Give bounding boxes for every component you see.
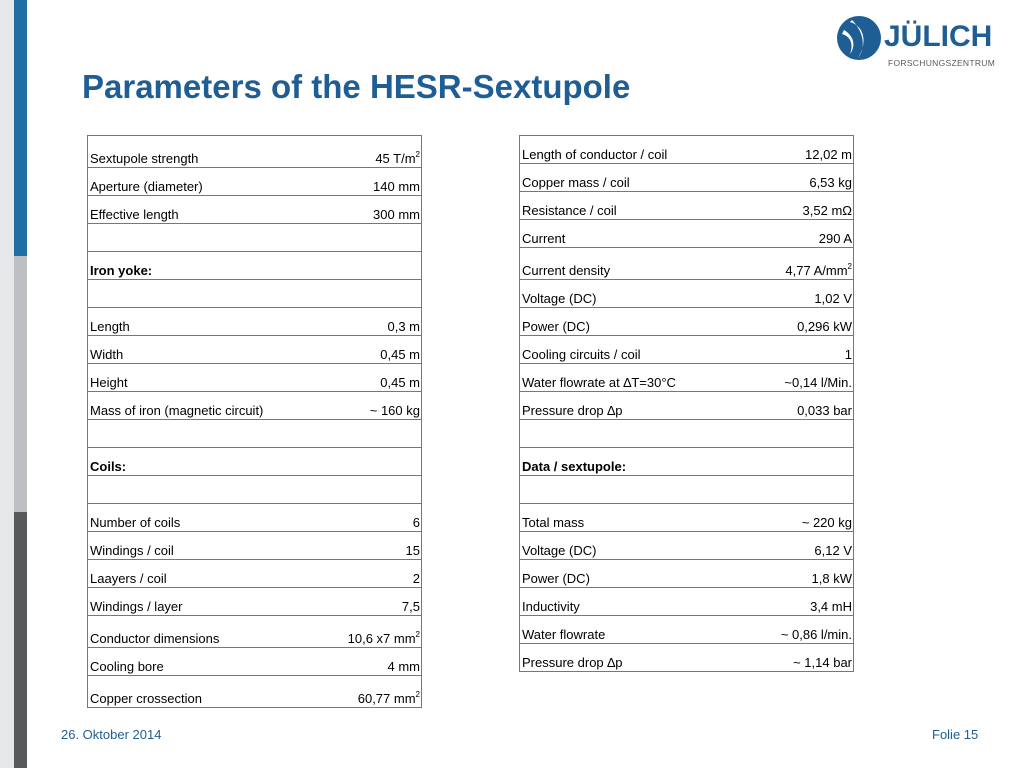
- value-text: 4 mm: [387, 659, 420, 674]
- right-parameter-table: [519, 135, 854, 672]
- parameter-name: Copper mass / coil: [520, 164, 749, 192]
- juelich-logo: [836, 12, 1006, 72]
- parameter-value: [748, 280, 854, 308]
- table-row: [88, 616, 422, 648]
- value-text: 290 A: [818, 231, 852, 246]
- parameter-value: [316, 504, 422, 532]
- parameter-value: [748, 448, 854, 476]
- table-row: [88, 420, 422, 448]
- table-row: [520, 644, 854, 672]
- section-label: Coils:: [88, 448, 317, 476]
- parameter-value: [316, 420, 422, 448]
- table-row: [520, 164, 854, 192]
- unit-exponent: 2: [415, 630, 420, 639]
- table-row: [520, 220, 854, 248]
- parameter-value: [748, 532, 854, 560]
- table-row: [88, 504, 422, 532]
- parameter-value: [748, 504, 854, 532]
- table-row: [88, 392, 422, 420]
- table-row: [88, 308, 422, 336]
- parameter-value: [748, 248, 854, 280]
- parameter-value: [316, 588, 422, 616]
- value-text: 60,77 mm: [357, 691, 416, 706]
- table-row: [88, 364, 422, 392]
- parameter-value: [316, 476, 422, 504]
- juelich-logo-icon: [836, 12, 882, 68]
- parameter-value: [748, 588, 854, 616]
- table-row: [520, 136, 854, 164]
- section-label: Data / sextupole:: [520, 448, 749, 476]
- value-text: 6,12 V: [814, 543, 852, 558]
- parameter-name: Inductivity: [520, 588, 749, 616]
- parameter-name: Cooling circuits / coil: [520, 336, 749, 364]
- parameter-value: [316, 136, 422, 168]
- value-text: 300 mm: [373, 207, 420, 222]
- value-text: ~ 160 kg: [369, 403, 420, 418]
- parameter-name: Total mass: [520, 504, 749, 532]
- value-text: ~ 220 kg: [801, 515, 852, 530]
- parameter-name: [88, 420, 317, 448]
- sidebar-blue-block: [14, 0, 27, 256]
- parameter-name: Effective length: [88, 196, 317, 224]
- parameter-value: [748, 420, 854, 448]
- value-text: 10,6 x7 mm: [347, 631, 416, 646]
- parameter-name: Length of conductor / coil: [520, 136, 749, 164]
- parameter-name: Pressure drop ∆p: [520, 392, 749, 420]
- value-text: 6: [412, 515, 420, 530]
- parameter-name: [520, 476, 749, 504]
- value-text: 0,45 m: [380, 375, 420, 390]
- table-row: [88, 476, 422, 504]
- table-row: [520, 336, 854, 364]
- table-row: [88, 560, 422, 588]
- table-row: [520, 280, 854, 308]
- parameter-name: Voltage (DC): [520, 532, 749, 560]
- parameter-value: [316, 676, 422, 708]
- value-text: 3,4 mH: [810, 599, 852, 614]
- parameter-name: Pressure drop ∆p: [520, 644, 749, 672]
- table-row: [520, 588, 854, 616]
- table-row: [88, 224, 422, 252]
- table-row: [88, 648, 422, 676]
- table-row: [520, 364, 854, 392]
- table-row: [520, 308, 854, 336]
- parameter-value: [316, 168, 422, 196]
- parameter-value: [748, 616, 854, 644]
- table-row: [520, 532, 854, 560]
- value-text: ~ 0,86 l/min.: [780, 627, 852, 642]
- unit-exponent: 2: [415, 150, 420, 159]
- parameter-value: [748, 392, 854, 420]
- table-row: [520, 192, 854, 220]
- section-label: Iron yoke:: [88, 252, 317, 280]
- parameter-value: [316, 196, 422, 224]
- value-text: 0,45 m: [380, 347, 420, 362]
- table-row: [520, 476, 854, 504]
- parameter-name: Power (DC): [520, 560, 749, 588]
- unit-exponent: 2: [847, 262, 852, 271]
- table-row: [520, 392, 854, 420]
- value-text: ~0,14 l/Min.: [784, 375, 852, 390]
- table-row: [520, 248, 854, 280]
- parameter-value: [316, 616, 422, 648]
- parameter-name: Current density: [520, 248, 749, 280]
- value-text: 3,52 mΩ: [802, 203, 852, 218]
- footer-date: 26. Oktober 2014: [61, 727, 162, 742]
- parameter-value: [316, 224, 422, 252]
- parameter-value: [316, 532, 422, 560]
- table-row: [88, 588, 422, 616]
- value-text: 1,02 V: [814, 291, 852, 306]
- parameter-name: Windings / coil: [88, 532, 317, 560]
- table-row: [520, 504, 854, 532]
- value-text: 2: [412, 571, 420, 586]
- parameter-name: [520, 420, 749, 448]
- parameter-name: Sextupole strength: [88, 136, 317, 168]
- table-row: [88, 336, 422, 364]
- parameter-value: [316, 336, 422, 364]
- parameter-value: [748, 192, 854, 220]
- table-row: [88, 196, 422, 224]
- slide-sidebar: [0, 0, 27, 768]
- parameter-value: [316, 280, 422, 308]
- table-row: [88, 168, 422, 196]
- value-text: 1,8 kW: [811, 571, 852, 586]
- parameter-name: Height: [88, 364, 317, 392]
- table-row: [520, 448, 854, 476]
- parameter-name: Length: [88, 308, 317, 336]
- table-row: [520, 560, 854, 588]
- logo-wordmark: JÜLICH: [884, 20, 993, 53]
- parameter-name: [88, 280, 317, 308]
- parameter-value: [316, 560, 422, 588]
- parameter-value: [316, 252, 422, 280]
- parameter-value: [748, 476, 854, 504]
- table-row: [520, 420, 854, 448]
- parameter-name: Voltage (DC): [520, 280, 749, 308]
- value-text: 0,3 m: [387, 319, 420, 334]
- table-row: [88, 448, 422, 476]
- parameter-name: [88, 224, 317, 252]
- table-row: [88, 136, 422, 168]
- parameter-name: Laayers / coil: [88, 560, 317, 588]
- parameter-name: Conductor dimensions: [88, 616, 317, 648]
- value-text: 0,296 kW: [797, 319, 852, 334]
- value-text: 1: [844, 347, 852, 362]
- parameter-name: Power (DC): [520, 308, 749, 336]
- parameter-value: [316, 364, 422, 392]
- value-text: 12,02 m: [805, 147, 852, 162]
- parameter-name: Current: [520, 220, 749, 248]
- parameter-value: [316, 448, 422, 476]
- table-row: [88, 280, 422, 308]
- parameter-value: [748, 644, 854, 672]
- parameter-value: [748, 164, 854, 192]
- sidebar-grey-block: [14, 256, 27, 512]
- parameter-name: Windings / layer: [88, 588, 317, 616]
- parameter-value: [748, 364, 854, 392]
- value-text: 0,033 bar: [797, 403, 852, 418]
- slide-title: Parameters of the HESR-Sextupole: [82, 68, 631, 105]
- parameter-value: [748, 336, 854, 364]
- parameter-name: Copper crossection: [88, 676, 317, 708]
- value-text: 7,5: [401, 599, 420, 614]
- parameter-value: [316, 648, 422, 676]
- table-row: [88, 676, 422, 708]
- value-text: 15: [405, 543, 420, 558]
- parameter-value: [748, 560, 854, 588]
- parameter-value: [748, 308, 854, 336]
- parameter-value: [748, 220, 854, 248]
- logo-subtitle: FORSCHUNGSZENTRUM: [888, 58, 996, 68]
- table-row: [88, 532, 422, 560]
- parameter-name: Resistance / coil: [520, 192, 749, 220]
- unit-exponent: 2: [415, 690, 420, 699]
- parameter-name: Water flowrate at ∆T=30°C: [520, 364, 749, 392]
- parameter-value: [316, 392, 422, 420]
- value-text: 4,77 A/mm: [785, 263, 848, 278]
- parameter-name: [88, 476, 317, 504]
- parameter-name: Mass of iron (magnetic circuit): [88, 392, 317, 420]
- value-text: 45 T/m: [375, 151, 416, 166]
- parameter-value: [316, 308, 422, 336]
- value-text: 6,53 kg: [809, 175, 852, 190]
- value-text: 140 mm: [373, 179, 420, 194]
- parameter-name: Water flowrate: [520, 616, 749, 644]
- value-text: ~ 1,14 bar: [793, 655, 852, 670]
- parameter-name: Cooling bore: [88, 648, 317, 676]
- footer-page-number: Folie 15: [932, 727, 979, 742]
- sidebar-dark-block: [14, 512, 27, 768]
- sidebar-edge: [0, 0, 14, 768]
- table-row: [88, 252, 422, 280]
- table-row: [520, 616, 854, 644]
- parameter-name: Width: [88, 336, 317, 364]
- parameter-name: Aperture (diameter): [88, 168, 317, 196]
- left-parameter-table: [87, 135, 422, 708]
- parameter-value: [748, 136, 854, 164]
- parameter-name: Number of coils: [88, 504, 317, 532]
